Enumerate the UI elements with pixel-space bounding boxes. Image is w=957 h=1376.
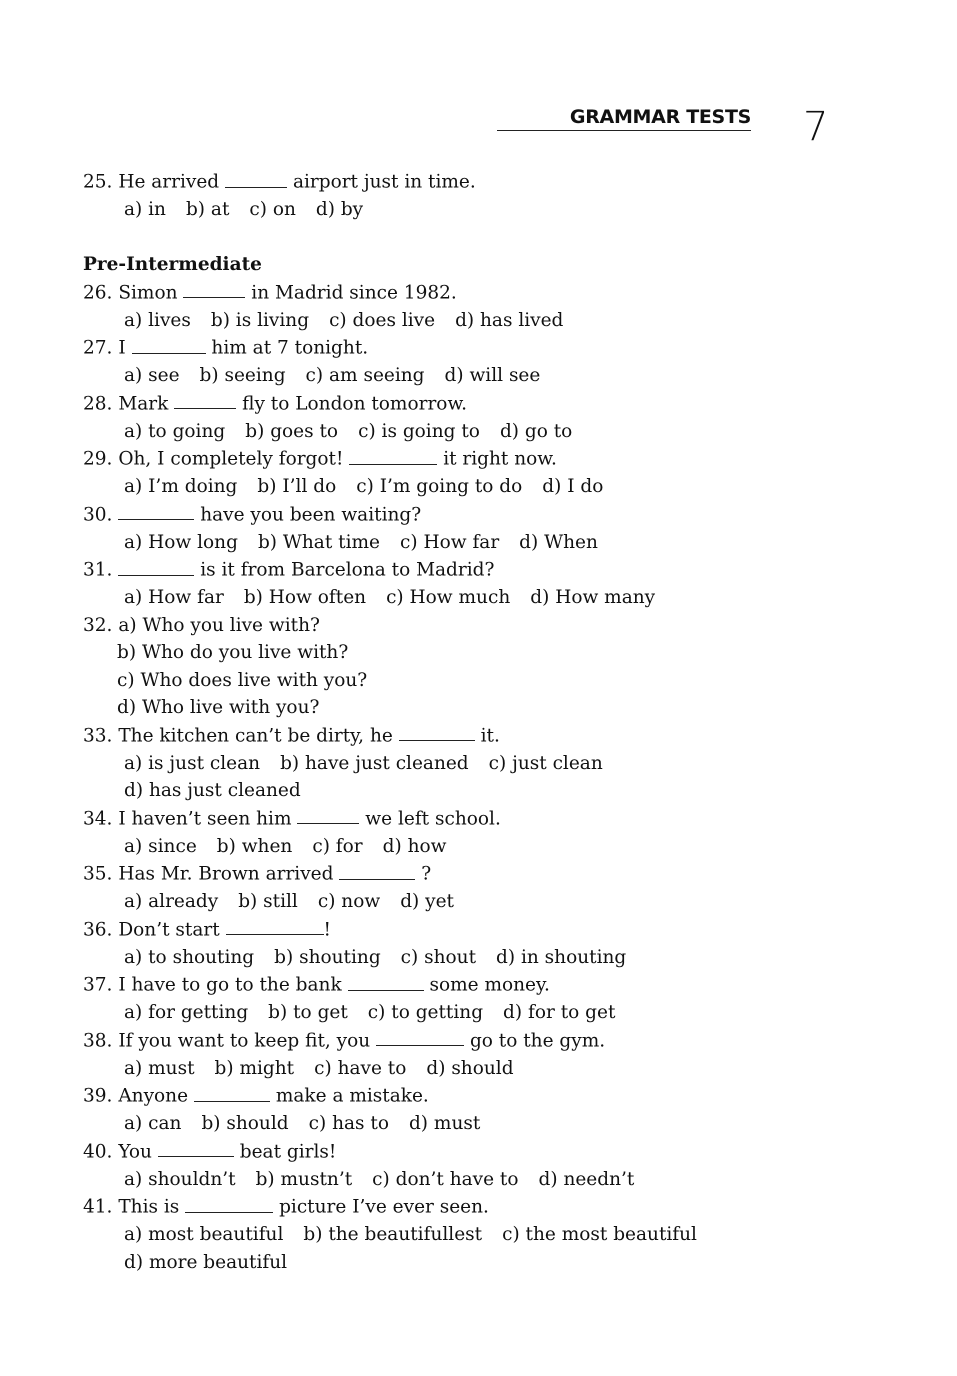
question-number: 37. <box>83 974 113 996</box>
question-text: airport just in time. <box>292 171 476 193</box>
question-number: 33. <box>83 725 113 746</box>
answer-option[interactable]: a) to shouting <box>124 946 255 968</box>
question-item <box>83 556 773 612</box>
answer-option[interactable]: d) yet <box>400 891 454 912</box>
answer-blank[interactable] <box>226 916 324 936</box>
section-heading: Pre-Intermediate <box>83 254 262 275</box>
question-text: The kitchen can’t be dirty, he <box>118 725 393 746</box>
answer-blank[interactable] <box>158 1138 234 1158</box>
answer-blank[interactable] <box>339 860 415 880</box>
question-list-a <box>83 279 773 612</box>
answer-option[interactable]: b) How often <box>243 587 367 608</box>
question-text: I have to go to the bank <box>118 974 342 996</box>
question-list-b <box>83 722 773 1277</box>
question-number: 28. <box>83 393 113 414</box>
test-content <box>83 168 773 1276</box>
question-number: 35. <box>83 863 113 885</box>
answer-option[interactable]: a) in <box>124 199 166 220</box>
question-text: some money. <box>429 974 550 996</box>
running-header-title: GRAMMAR TESTS <box>569 106 751 128</box>
answer-option[interactable]: b) the beautifullest <box>303 1224 483 1245</box>
answer-option[interactable]: d) should <box>426 1057 514 1079</box>
options-line <box>83 777 773 805</box>
question-line <box>83 1138 773 1166</box>
answer-option[interactable]: b) What time <box>257 531 380 553</box>
question-text: Anyone <box>118 1085 189 1107</box>
answer-option[interactable]: d) How many <box>530 587 656 608</box>
answer-option[interactable]: b) when <box>216 835 293 857</box>
question-text: go to the gym. <box>469 1030 606 1051</box>
answer-option[interactable]: b) seeing <box>199 365 286 386</box>
answer-blank[interactable] <box>118 501 194 521</box>
answer-option[interactable]: d) needn’t <box>538 1168 635 1190</box>
answer-blank[interactable] <box>194 1082 270 1102</box>
question-item <box>83 805 773 861</box>
question-number: 36. <box>83 919 113 940</box>
options-line <box>83 888 773 916</box>
question-text: He arrived <box>118 171 220 193</box>
question-line <box>83 1027 773 1055</box>
answer-option[interactable]: d) in shouting <box>496 946 627 968</box>
question-text: make a mistake. <box>275 1085 429 1107</box>
question-item <box>83 445 773 501</box>
options-line <box>83 1221 773 1249</box>
options-line <box>83 1110 773 1138</box>
question-line <box>83 390 773 418</box>
answer-option[interactable]: d) for to get <box>503 1002 616 1023</box>
answer-option[interactable]: a) to going <box>124 420 226 442</box>
question-number: 31. <box>83 559 113 581</box>
answer-option[interactable]: c) shout <box>400 946 477 968</box>
options-line <box>83 418 773 446</box>
answer-option[interactable]: c) How far <box>400 531 500 553</box>
answer-option[interactable]: a) most beautiful <box>124 1224 284 1245</box>
question-text: ? <box>421 863 432 885</box>
answer-option[interactable]: c) for <box>312 835 363 857</box>
question-text: I haven’t seen him <box>118 808 292 829</box>
answer-option[interactable]: d) go to <box>499 420 573 442</box>
question-item <box>83 279 773 335</box>
header-rule <box>497 130 751 131</box>
answer-option[interactable]: d) When <box>519 531 598 553</box>
options-line <box>83 529 773 557</box>
question-line <box>83 501 773 529</box>
options-line <box>83 999 773 1027</box>
answer-option[interactable]: a) shouldn’t <box>124 1168 236 1190</box>
answer-option[interactable]: b) should <box>201 1113 289 1134</box>
answer-option[interactable]: d) will see <box>444 365 541 386</box>
answer-blank[interactable] <box>185 1193 273 1213</box>
question-text: Mark <box>118 393 169 414</box>
question-text: picture I’ve ever seen. <box>279 1196 489 1218</box>
options-line <box>83 362 773 390</box>
answer-option[interactable]: c) is going to <box>358 420 480 442</box>
question-option: c) Who does live with you? <box>117 669 368 691</box>
answer-option[interactable]: c) I’m going to do <box>356 476 523 497</box>
question-text: You <box>118 1141 152 1162</box>
question-text: beat girls! <box>239 1141 337 1162</box>
question-option: d) Who live with you? <box>117 697 320 718</box>
answer-option[interactable]: d) must <box>408 1113 481 1134</box>
answer-option[interactable]: a) already <box>124 891 219 912</box>
answer-option[interactable]: d) has lived <box>455 309 564 331</box>
answer-blank[interactable] <box>118 556 194 576</box>
question-number: 38. <box>83 1030 113 1051</box>
question-number: 40. <box>83 1141 113 1162</box>
question-text: have you been waiting? <box>200 504 422 525</box>
question-option-line <box>83 667 773 695</box>
answer-option[interactable]: c) to getting <box>367 1002 484 1023</box>
question-number: 25. <box>83 171 113 193</box>
answer-option[interactable]: b) at <box>185 199 230 220</box>
question-line <box>83 805 773 833</box>
question-item <box>83 168 773 224</box>
question-text: Oh, I completely forgot! <box>118 448 344 470</box>
answer-option[interactable]: c) does live <box>329 309 436 331</box>
answer-blank[interactable] <box>183 279 245 299</box>
answer-option[interactable]: d) I do <box>542 476 604 497</box>
question-text: fly to London tomorrow. <box>242 393 467 414</box>
question-item <box>83 1193 773 1276</box>
question-text: is it from Barcelona to Madrid? <box>200 559 495 581</box>
answer-blank[interactable] <box>132 334 206 354</box>
answer-option[interactable]: a) How far <box>124 587 224 608</box>
answer-blank[interactable] <box>349 445 437 465</box>
answer-option[interactable]: a) lives <box>124 309 191 331</box>
question-text: This is <box>118 1196 180 1218</box>
answer-option[interactable]: d) more beautiful <box>124 1251 288 1273</box>
answer-option[interactable]: a) can <box>124 1113 182 1134</box>
question-number: 27. <box>83 337 113 359</box>
answer-option[interactable]: c) have to <box>314 1057 407 1079</box>
question-option: b) Who do you live with? <box>117 642 349 663</box>
answer-option[interactable]: c) How much <box>386 587 511 608</box>
question-item <box>83 916 773 972</box>
question-item <box>83 501 773 557</box>
answer-blank[interactable] <box>348 971 424 991</box>
question-line <box>83 279 773 307</box>
answer-option[interactable]: b) is living <box>210 309 310 331</box>
question-text: we left school. <box>365 808 501 829</box>
answer-option[interactable]: b) have just cleaned <box>280 752 469 774</box>
question-32 <box>83 612 773 722</box>
question-text: I <box>118 337 126 359</box>
question-number: 26. <box>83 282 113 303</box>
answer-option[interactable]: b) mustn’t <box>255 1168 353 1190</box>
question-option-line <box>83 639 773 667</box>
question-text: ! <box>323 919 331 940</box>
answer-option[interactable]: a) since <box>124 835 197 857</box>
question-line <box>83 971 773 999</box>
answer-option[interactable]: d) how <box>382 835 447 857</box>
answer-option[interactable]: c) on <box>249 199 296 220</box>
options-line <box>83 833 773 861</box>
top-question-list <box>83 168 773 224</box>
answer-option[interactable]: b) still <box>238 891 298 912</box>
answer-blank[interactable] <box>225 168 287 188</box>
answer-option[interactable]: a) I’m doing <box>124 476 238 497</box>
answer-option[interactable]: c) don’t have to <box>372 1168 519 1190</box>
question-number: 34. <box>83 808 113 829</box>
question-number: 32. <box>83 614 113 636</box>
question-line <box>83 334 773 362</box>
answer-blank[interactable] <box>376 1027 464 1047</box>
question-text: Has Mr. Brown arrived <box>118 863 334 885</box>
answer-option[interactable]: d) by <box>315 199 364 220</box>
question-text: If you want to keep fit, you <box>118 1030 371 1051</box>
options-line <box>83 944 773 972</box>
answer-option[interactable]: d) has just cleaned <box>124 780 301 801</box>
options-line <box>83 1249 773 1277</box>
question-option: a) Who you live with? <box>118 614 320 636</box>
options-line <box>83 196 773 224</box>
answer-option[interactable]: b) I’ll do <box>257 476 337 497</box>
question-number: 29. <box>83 448 113 470</box>
question-text: it. <box>480 725 500 746</box>
question-number: 39. <box>83 1085 113 1107</box>
options-line <box>83 584 773 612</box>
question-item <box>83 1138 773 1194</box>
answer-option[interactable]: c) am seeing <box>305 365 425 386</box>
question-number: 41. <box>83 1196 113 1218</box>
question-text: him at 7 tonight. <box>211 337 369 359</box>
question-option-line <box>83 694 773 722</box>
answer-option[interactable]: b) shouting <box>274 946 381 968</box>
question-item <box>83 722 773 805</box>
question-line <box>83 168 773 196</box>
answer-blank[interactable] <box>297 805 359 825</box>
question-item <box>83 1027 773 1083</box>
question-item <box>83 971 773 1027</box>
answer-option[interactable]: c) the most beautiful <box>502 1224 697 1245</box>
answer-option[interactable]: c) now <box>317 891 381 912</box>
answer-option[interactable]: b) goes to <box>245 420 339 442</box>
question-line <box>83 916 773 944</box>
answer-option[interactable]: a) for getting <box>124 1002 249 1023</box>
answer-blank[interactable] <box>399 722 475 742</box>
options-line <box>83 307 773 335</box>
options-line <box>83 1055 773 1083</box>
answer-option[interactable]: c) has to <box>308 1113 389 1134</box>
question-text: Simon <box>118 282 178 303</box>
answer-option[interactable]: a) must <box>124 1057 195 1079</box>
question-text: in Madrid since 1982. <box>251 282 457 303</box>
answer-option[interactable]: c) just clean <box>488 752 603 774</box>
answer-option[interactable]: b) might <box>214 1057 295 1079</box>
answer-blank[interactable] <box>174 390 236 410</box>
question-line <box>83 1082 773 1110</box>
question-item <box>83 390 773 446</box>
answer-option[interactable]: a) see <box>124 365 180 386</box>
question-line <box>83 1193 773 1221</box>
options-line <box>83 1166 773 1194</box>
answer-option[interactable]: a) How long <box>124 531 238 553</box>
question-item <box>83 334 773 390</box>
options-line <box>83 473 773 501</box>
question-number: 30. <box>83 504 113 525</box>
options-line <box>83 750 773 778</box>
answer-option[interactable]: a) is just clean <box>124 752 261 774</box>
question-line <box>83 445 773 473</box>
question-item <box>83 860 773 916</box>
question-text: Don’t start <box>118 919 220 940</box>
question-item <box>83 1082 773 1138</box>
answer-option[interactable]: b) to get <box>268 1002 348 1023</box>
page-number: 7 <box>803 104 829 150</box>
question-text: it right now. <box>443 448 557 470</box>
question-line <box>83 556 773 584</box>
question-line <box>83 860 773 888</box>
question-line <box>83 722 773 750</box>
